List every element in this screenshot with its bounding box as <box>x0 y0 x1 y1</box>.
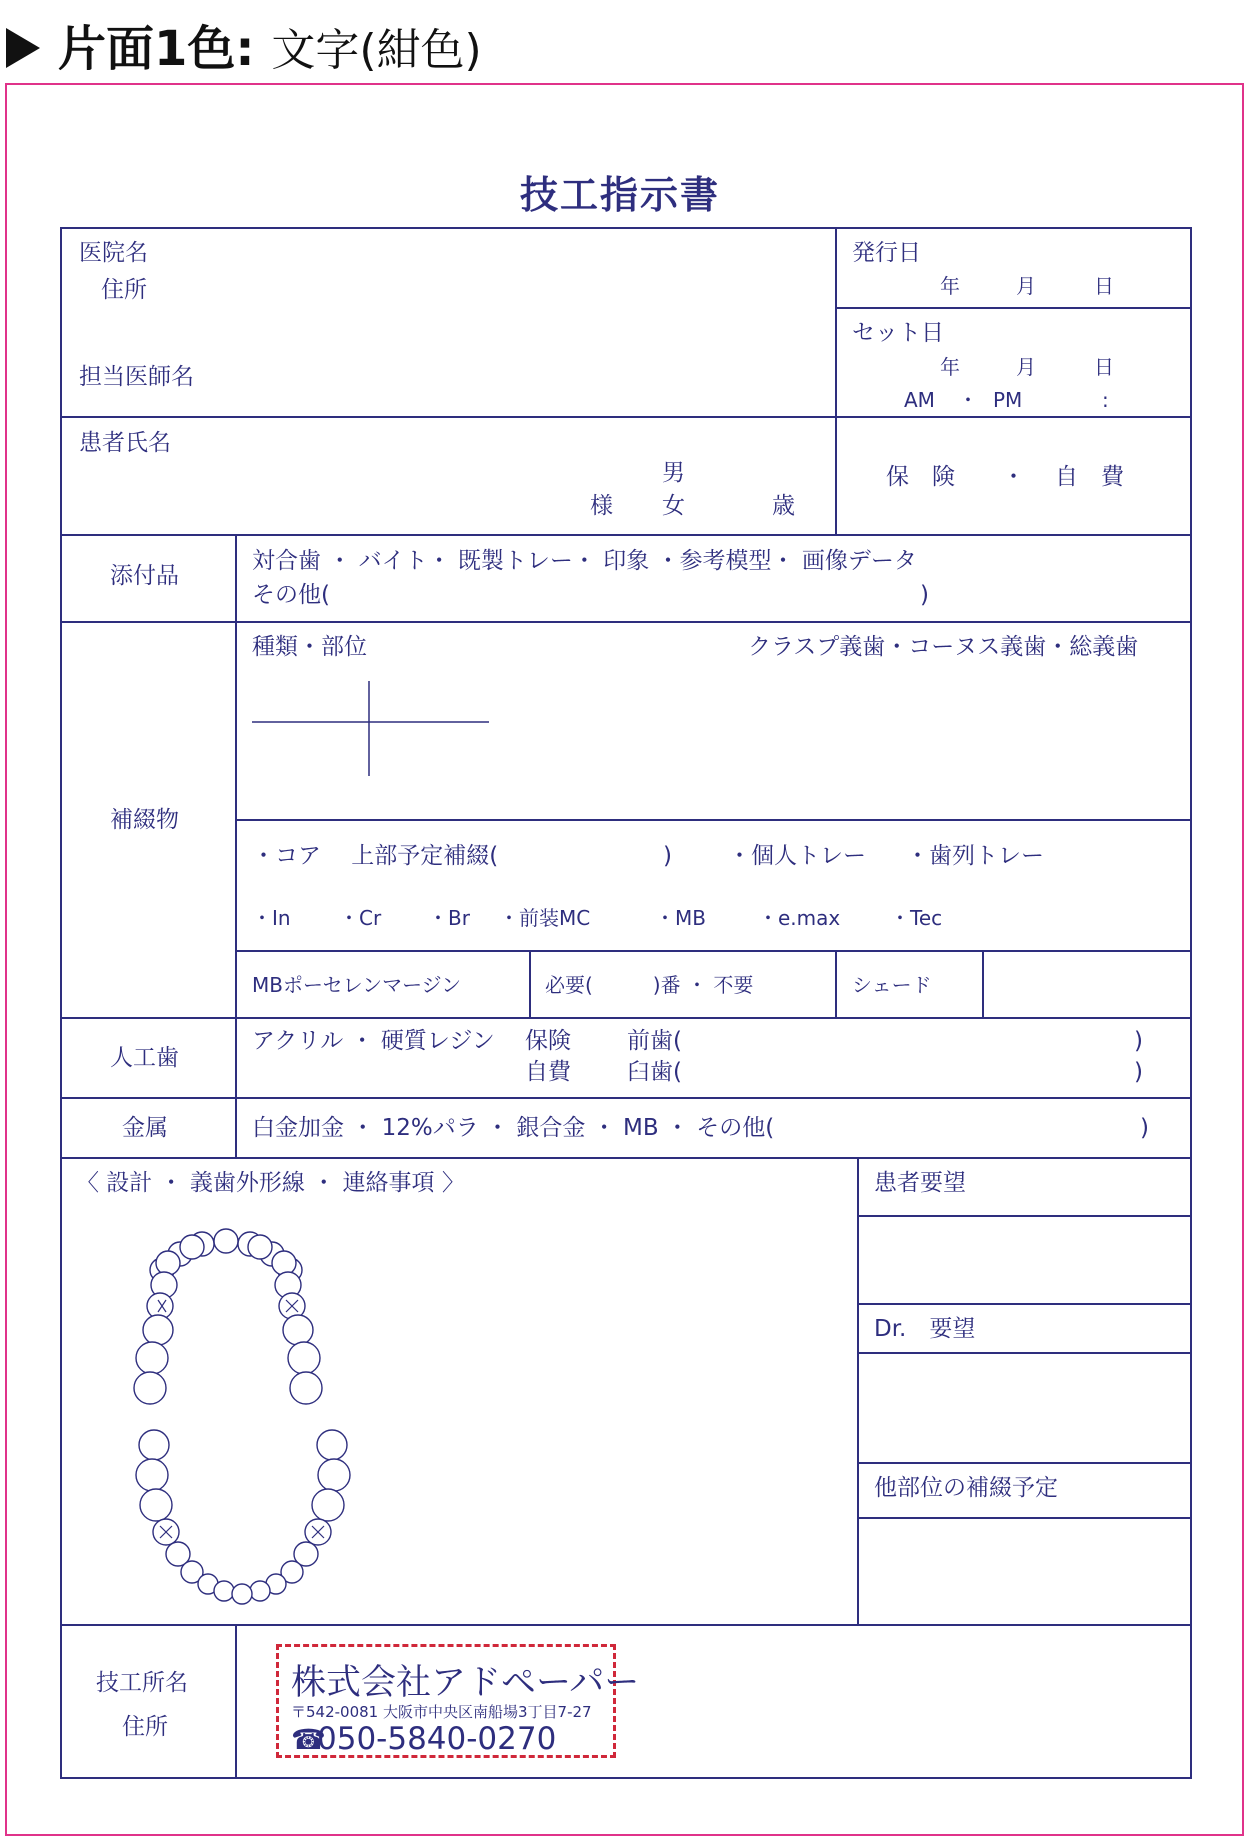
artificial-teeth-self: 自費 <box>525 1059 571 1085</box>
issue-year: 年 <box>940 274 960 298</box>
artificial-teeth-material: アクリル ・ 硬質レジン <box>252 1028 495 1054</box>
metal-options: 白金加金 ・ 12%パラ ・ 銀合金 ・ MB ・ その他( <box>252 1115 775 1141</box>
lab-name-label: 技工所名 <box>96 1670 188 1696</box>
set-colon: : <box>1102 388 1109 412</box>
back-teeth-close: ) <box>1134 1059 1143 1085</box>
set-dot: ・ <box>958 388 978 412</box>
lower-arch <box>136 1430 350 1604</box>
attachments-other: その他( <box>252 582 330 608</box>
mc-option: ・前装MC <box>499 906 591 930</box>
patient-request-label: 患者要望 <box>874 1170 966 1196</box>
patient-sama: 様 <box>590 493 613 519</box>
artificial-teeth-insurance: 保険 <box>525 1028 571 1054</box>
custom-tray-option: ・個人トレー <box>728 843 866 869</box>
stamp-company: 株式会社アドペーパー <box>291 1663 640 1703</box>
payment-self: 自 費 <box>1055 464 1124 490</box>
br-option: ・Br <box>428 906 470 930</box>
issue-date-label: 発行日 <box>852 240 921 266</box>
attachments-options: 対合歯 ・ バイト・ 既製トレー・ 印象 ・参考模型・ 画像データ <box>252 548 917 574</box>
patient-age: 歳 <box>772 493 795 519</box>
core-option: ・コア 上部予定補綴( <box>252 843 499 869</box>
upper-arch <box>134 1229 322 1404</box>
stamp-address: 〒542-0081 大阪市中央区南船場3丁目7-27 <box>291 1703 592 1721</box>
heading-sub: 文字(紺色) <box>271 25 482 76</box>
payment-insurance: 保 険 <box>886 464 955 490</box>
metal-label: 金属 <box>122 1115 168 1141</box>
set-year: 年 <box>940 355 960 379</box>
emax-option: ・e.max <box>758 906 841 930</box>
stamp-phone: 050-5840-0270 <box>317 1721 557 1757</box>
prosthesis-label: 補綴物 <box>110 807 179 833</box>
clinic-address-label: 住所 <box>101 277 147 303</box>
core-close: ) <box>663 843 672 869</box>
set-day: 日 <box>1094 355 1114 379</box>
form-border <box>61 228 1191 1778</box>
front-teeth: 前歯( <box>627 1028 682 1054</box>
denture-types: クラスプ義歯・コーヌス義歯・総義歯 <box>748 634 1139 660</box>
other-plan-label: 他部位の補綴予定 <box>874 1475 1058 1501</box>
payment-dot: ・ <box>1002 464 1025 490</box>
issue-month: 月 <box>1016 274 1036 298</box>
margin-need: 必要( )番 ・ 不要 <box>545 973 754 997</box>
set-pm: PM <box>993 388 1023 412</box>
doctor-request-label: Dr. 要望 <box>874 1316 976 1342</box>
cr-option: ・Cr <box>339 906 382 930</box>
set-date-label: セット日 <box>852 320 944 346</box>
clinic-name-label: 医院名 <box>79 240 148 266</box>
artificial-teeth-label: 人工歯 <box>110 1045 179 1071</box>
set-am: AM <box>904 388 935 412</box>
dental-chart <box>134 1229 350 1604</box>
porcelain-margin-label: MBポーセレンマージン <box>252 973 462 997</box>
telephone-icon: ☎ <box>291 1723 326 1756</box>
attachments-label: 添付品 <box>110 563 179 589</box>
mb-option: ・MB <box>655 906 706 930</box>
set-month: 月 <box>1016 355 1036 379</box>
attachments-other-close: ) <box>920 582 929 608</box>
issue-day: 日 <box>1094 274 1114 298</box>
patient-male: 男 <box>662 460 685 486</box>
tec-option: ・Tec <box>890 906 943 930</box>
metal-other-close: ) <box>1140 1115 1149 1141</box>
heading-main: 片面1色 <box>58 21 236 77</box>
prosthesis-type-label: 種類・部位 <box>252 634 367 660</box>
shade-label: シェード <box>852 973 932 997</box>
doctor-name-label: 担当医師名 <box>79 364 194 390</box>
front-teeth-close: ) <box>1134 1028 1143 1054</box>
back-teeth: 臼歯( <box>627 1059 682 1085</box>
lab-stamp <box>276 1644 640 1758</box>
dental-tray-option: ・歯列トレー <box>906 843 1044 869</box>
design-label: 〈 設計 ・ 義歯外形線 ・ 連絡事項 〉 <box>76 1170 465 1196</box>
patient-name-label: 患者氏名 <box>79 430 171 456</box>
heading-colon: : <box>235 21 255 77</box>
patient-female: 女 <box>662 493 685 519</box>
form-title: 技工指示書 <box>520 173 721 217</box>
in-option: ・In <box>252 906 291 930</box>
lab-address-label: 住所 <box>122 1714 168 1740</box>
